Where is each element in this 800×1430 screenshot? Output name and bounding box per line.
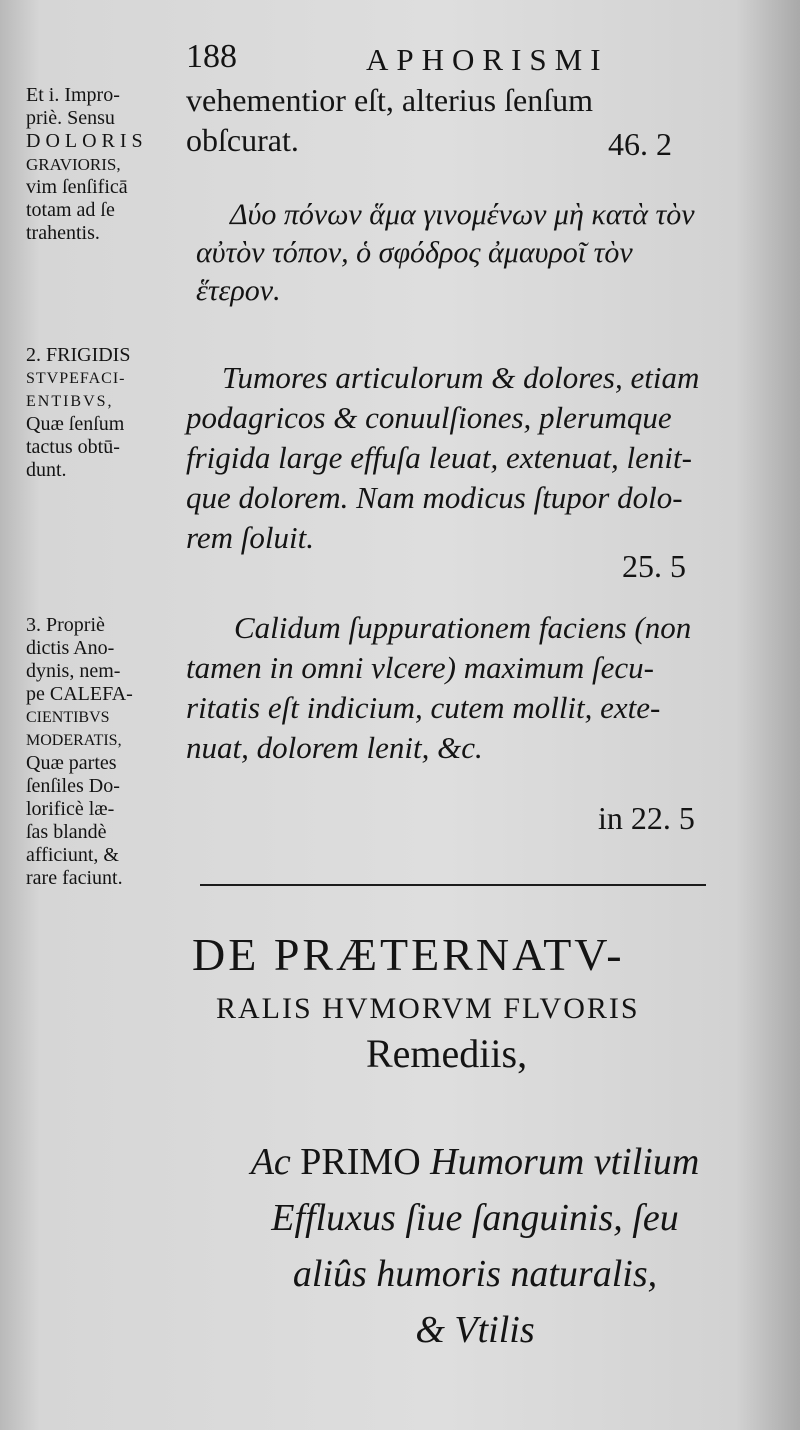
text-line: obſcurat. <box>186 122 299 158</box>
text-line: Tumores articulorum & dolores, etiam <box>222 360 700 395</box>
text-line: Δύο πόνων ἅμα γινομένων μὴ κατὰ τὸν <box>230 198 695 231</box>
aphorism-warm <box>186 608 746 768</box>
text-line: podagricos & conuulſiones, plerumque <box>186 400 672 435</box>
page-number: 188 <box>186 38 237 75</box>
text-line: nuat, dolorem lenit, &c. <box>186 730 483 765</box>
intro-line: & Vtilis <box>415 1309 535 1351</box>
note-line: MODERATIS, <box>26 732 122 749</box>
note-line: Quæ ſenſum <box>26 413 125 435</box>
greek-quotation <box>196 196 756 310</box>
intro-line <box>190 1134 760 1190</box>
note-line: 2. FRIGIDIS <box>26 344 131 366</box>
section-heading: DE PRÆTERNATV- <box>192 929 625 980</box>
note-line: rare faciunt. <box>26 867 123 889</box>
note-line: GRAVIORIS, <box>26 155 121 174</box>
note-line: lorificè læ- <box>26 798 115 820</box>
section-subheading: RALIS HVMORVM FLVORIS <box>216 992 640 1025</box>
note-line: dynis, nem- <box>26 660 121 682</box>
text-line: Calidum ſuppurationem faciens (non <box>234 610 692 645</box>
note-line: totam ad ſe <box>26 199 115 221</box>
note-line: ſenſiles Do- <box>26 775 120 797</box>
note-line: afficiunt, & <box>26 844 119 866</box>
note-line: STVPEFACI- <box>26 370 126 387</box>
section-divider <box>200 884 706 886</box>
text-line: que dolorem. Nam modicus ſtupor dolo- <box>186 480 683 515</box>
note-line: DOLORIS <box>26 130 148 152</box>
note-line: Quæ partes <box>26 752 117 774</box>
note-line: CIENTIBVS <box>26 709 110 726</box>
note-line: trahentis. <box>26 222 100 244</box>
intro-line-part: PRIMO <box>300 1141 431 1183</box>
note-line: vim ſenſificā <box>26 176 128 198</box>
note-line: dunt. <box>26 459 67 481</box>
reference-1: 46. 2 <box>608 126 672 162</box>
margin-note-2 <box>26 344 186 482</box>
note-line: tactus obtū- <box>26 436 120 458</box>
reference-2: 25. 5 <box>622 548 686 584</box>
section-remedies: Remediis, <box>366 1031 528 1076</box>
intro-line: aliûs humoris naturalis, <box>292 1253 658 1295</box>
intro-line-part: Humorum vtilium <box>430 1141 700 1183</box>
text-line: αὐτὸν τόπον, ὁ σφόδρος ἀμαυροῖ τὸν <box>196 236 633 269</box>
aphorism-cold <box>186 358 746 558</box>
running-title: APHORISMI <box>366 42 609 77</box>
reference-3: in 22. 5 <box>598 800 695 836</box>
text-line: ἕτερον. <box>196 274 281 307</box>
page-header <box>0 38 800 78</box>
note-line: 3. Propriè <box>26 614 105 636</box>
note-line: ſas blandè <box>26 821 107 843</box>
note-line: Et i. Impro- <box>26 84 120 106</box>
text-line: vehementior eſt, alterius ſenſum <box>186 82 593 118</box>
note-line: priè. Sensu <box>26 107 115 129</box>
intro-line: Effluxus ſiue ſanguinis, ſeu <box>271 1197 679 1239</box>
note-line: pe CALEFA- <box>26 683 133 705</box>
text-line: frigida large effuſa leuat, extenuat, lenit- <box>186 440 692 475</box>
intro-line-part: Ac <box>250 1141 301 1183</box>
text-line: tamen in omni vlcere) maximum ſecu- <box>186 650 654 685</box>
text-line: rem ſoluit. <box>186 520 315 555</box>
section-intro <box>190 1134 760 1358</box>
note-line: ENTIBVS, <box>26 393 114 410</box>
note-line: dictis Ano- <box>26 637 115 659</box>
margin-note-1 <box>26 84 186 245</box>
text-line: ritatis eſt indicium, cutem mollit, exte- <box>186 690 661 725</box>
margin-note-3 <box>26 614 186 890</box>
